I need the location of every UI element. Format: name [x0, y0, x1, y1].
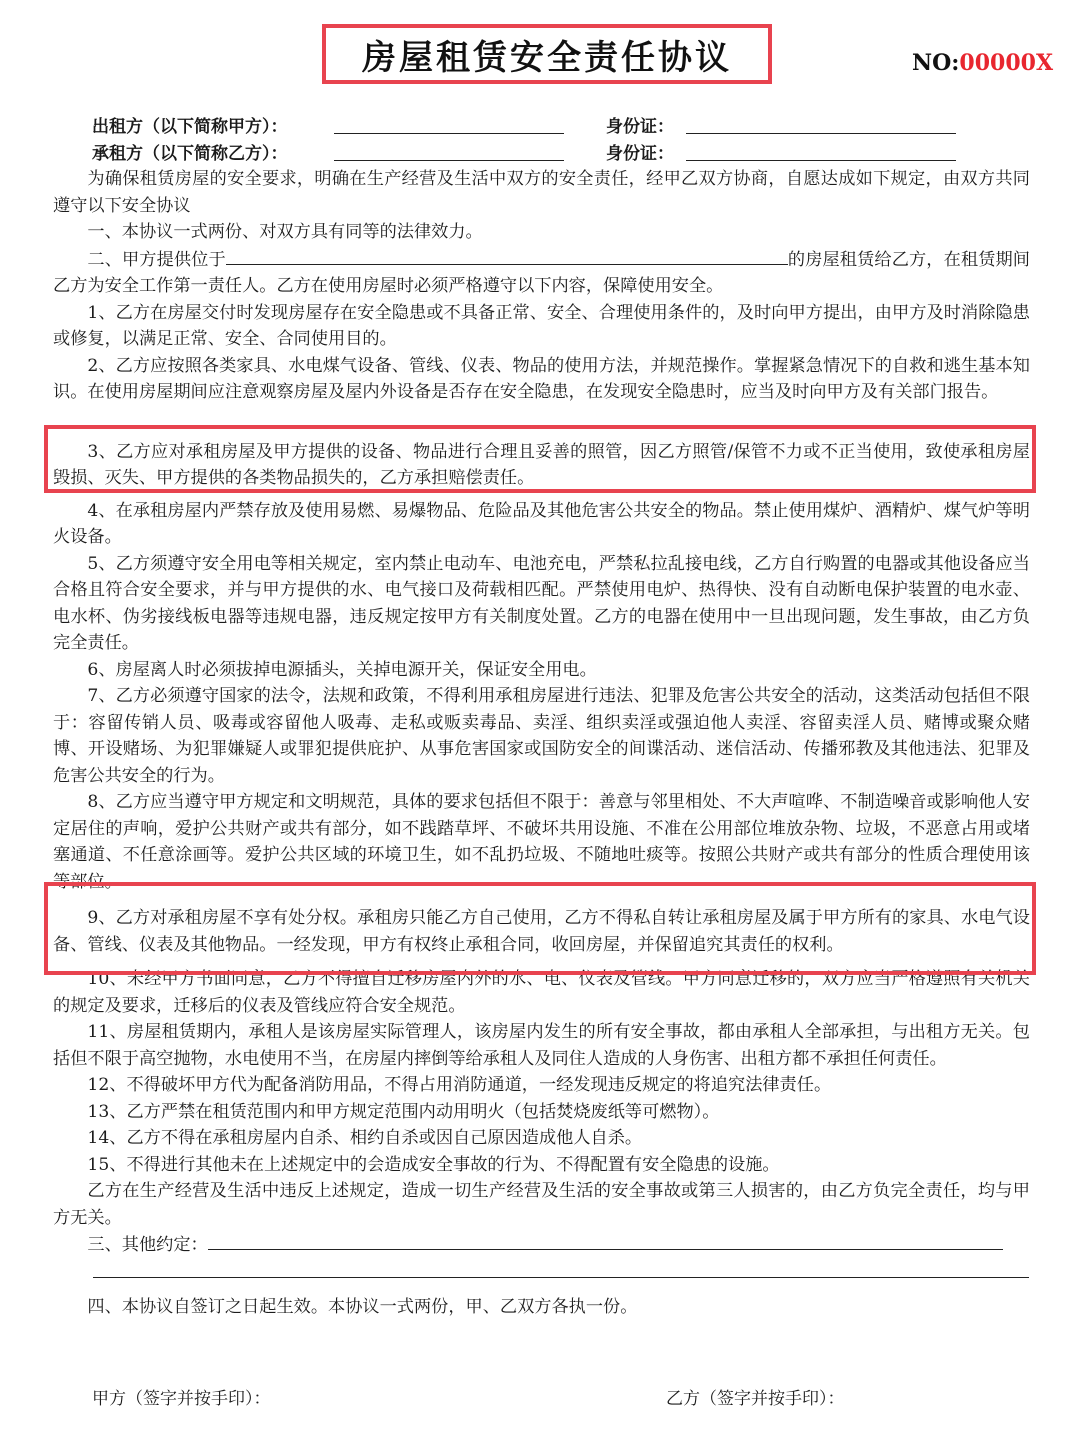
document-number-value: 00000X: [959, 50, 1054, 76]
document-number: [912, 50, 1053, 76]
intro-paragraph: 为确保租赁房屋的安全要求，明确在生产经营及生活中双方的安全责任，经甲乙双方协商，自愿达成如下规定，由双方共同遵守以下安全协议: [53, 169, 1030, 216]
lessor-id-label: 身份证：: [606, 117, 674, 137]
clause-one: 一、本协议一式两份、对双方具有同等的法律效力。: [87, 222, 483, 242]
liability-paragraph: 乙方在生产经营及生活中违反上述规定，造成一切生产经营及生活的安全事故或第三人损害的，由乙方负完全责任，均与甲方无关。: [53, 1181, 1030, 1228]
other-terms-blank-1[interactable]: [208, 1231, 1003, 1250]
item-11: 11、房屋租赁期内，承租人是该房屋实际管理人，该房屋内发生的所有安全事故，都由承租人全部承担，与出租方无关。包括但不限于高空抛物，水电使用不当，在房屋内摔倒等给承租人及同住人造成的人身伤害、出租方都不承担任何责任。: [53, 1022, 1030, 1069]
other-terms-blank-2[interactable]: [93, 1259, 1029, 1278]
lessor-label: 出租方（以下简称甲方）：: [92, 117, 288, 137]
lessor-name-blank[interactable]: [334, 133, 564, 134]
agreement-body: [53, 166, 1030, 1320]
item-8: 8、乙方应当遵守甲方规定和文明规范，具体的要求包括但不限于：善意与邻里相处、不大声喧哗、不制造噪音或影响他人安定居住的声响，爱护公共财产或共有部分，如不践踏草坪、不破坏共用设施、不准在公用部位堆放杂物、垃圾，不恶意占用或堵塞通道、不任意涂画等。爱护公共区域的环境卫生，如不乱扔垃圾、不随地吐痰等。按照公共财产或共有部分的性质合理使用该等部位。: [53, 792, 1030, 892]
property-address-blank[interactable]: [226, 246, 788, 265]
signature-party-a: 甲方（签字并按手印）：: [92, 1389, 271, 1409]
document-title: 房屋租赁安全责任协议: [362, 37, 732, 78]
title-box: [322, 24, 772, 84]
item-8-clip: [53, 789, 1030, 897]
clause-three-label: 三、其他约定：: [87, 1235, 208, 1255]
clause-two-suffix: 的房屋租赁给乙方，在租赁期间乙方为安全工作第一责任人。乙方在使用房屋时必须严格遵守以下内容，保障使用安全。: [53, 249, 1030, 296]
item-10: 10、未经甲方书面同意，乙方不得擅自迁移房屋内外的水、电、仪表及管线。甲方同意迁移的，双方应当严格遵照有关机关的规定及要求，迁移后的仪表及管线应符合安全规范。: [53, 969, 1030, 1016]
item-7: 7、乙方必须遵守国家的法令，法规和政策，不得利用承租房屋进行违法、犯罪及危害公共安全的活动，这类活动包括但不限于：容留传销人员、吸毒或容留他人吸毒、走私或贩卖毒品、卖淫、组织卖淫或强迫他人卖淫、容留卖淫人员、赌博或聚众赌博、开设赌场、为犯罪嫌疑人或罪犯提供庇护、从事危害国家或国防安全的间谍活动、迷信活动、传播邪教及其他违法、犯罪及危害公共安全的行为。: [53, 686, 1030, 786]
item-5: 5、乙方须遵守安全用电等相关规定，室内禁止电动车、电池充电，严禁私拉乱接电线，乙方自行购置的电器或其他设备应当合格且符合安全要求，并与甲方提供的水、电气接口及荷载相匹配。严禁使用电炉、热得快、没有自动断电保护装置的电水壶、电水杯、伪劣接线板电器等违规电器，违反规定按甲方有关制度处置。乙方的电器在使用中一旦出现问题，发生事故，由乙方负完全责任。: [53, 553, 1030, 653]
item-9: 9、乙方对承租房屋不享有处分权。承租房只能乙方自己使用，乙方不得私自转让承租房屋及属于甲方所有的家具、水电气设备、管线、仪表及其他物品。一经发现，甲方有权终止承租合同，收回房屋，并保留追究其责任的权利。: [53, 908, 1030, 955]
lessee-id-blank[interactable]: [686, 160, 956, 161]
item-3: 3、乙方应对承租房屋及甲方提供的设备、物品进行合理且妥善的照管，因乙方照管/保管不力或不正当使用，致使承租房屋毁损、灭失、甲方提供的各类物品损失的，乙方承担赔偿责任。: [53, 441, 1030, 488]
clause-two-prefix: 二、甲方提供位于: [87, 249, 226, 270]
item-2-clip: [53, 353, 1030, 433]
document-number-label: NO:: [912, 50, 960, 76]
item-13: 13、乙方严禁在租赁范围内和甲方规定范围内动用明火（包括焚烧废纸等可燃物）。: [87, 1101, 720, 1122]
item-15: 15、不得进行其他未在上述规定中的会造成安全事故的行为、不得配置有安全隐患的设施。: [87, 1154, 780, 1175]
item-14: 14、乙方不得在承租房屋内自杀、相约自杀或因自己原因造成他人自杀。: [87, 1128, 643, 1148]
item-4: 4、在承租房屋内严禁存放及使用易燃、易爆物品、危险品及其他危害公共安全的物品。禁止使用煤炉、酒精炉、煤气炉等明火设备。: [53, 500, 1030, 547]
lessee-name-blank[interactable]: [334, 160, 564, 161]
item-1: 1、乙方在房屋交付时发现房屋存在安全隐患或不具备正常、安全、合理使用条件的，及时向甲方提出，由甲方及时消除隐患或修复，以满足正常、安全、合同使用目的。: [53, 302, 1030, 349]
lessee-label: 承租方（以下简称乙方）：: [92, 144, 288, 164]
item-2: 2、乙方应按照各类家具、水电煤气设备、管线、仪表、物品的使用方法，并规范操作。掌握紧急情况下的自救和逃生基本知识。在使用房屋期间应注意观察房屋及屋内外设备是否存在安全隐患，在发现安全隐患时，应当及时向甲方及有关部门报告。: [53, 355, 1030, 402]
clause-two: [53, 246, 1030, 300]
clause-four: 四、本协议自签订之日起生效。本协议一式两份，甲、乙双方各执一份。: [87, 1296, 638, 1317]
signature-party-b: 乙方（签字并按手印）：: [666, 1389, 845, 1409]
item-12: 12、不得破坏甲方代为配备消防用品，不得占用消防通道，一经发现违反规定的将追究法律责任。: [87, 1075, 832, 1095]
clause-three: [53, 1231, 1030, 1259]
lessor-id-blank[interactable]: [686, 133, 956, 134]
item-6: 6、房屋离人时必须拔掉电源插头，关掉电源开关，保证安全用电。: [87, 659, 597, 680]
lessee-id-label: 身份证：: [606, 144, 674, 164]
